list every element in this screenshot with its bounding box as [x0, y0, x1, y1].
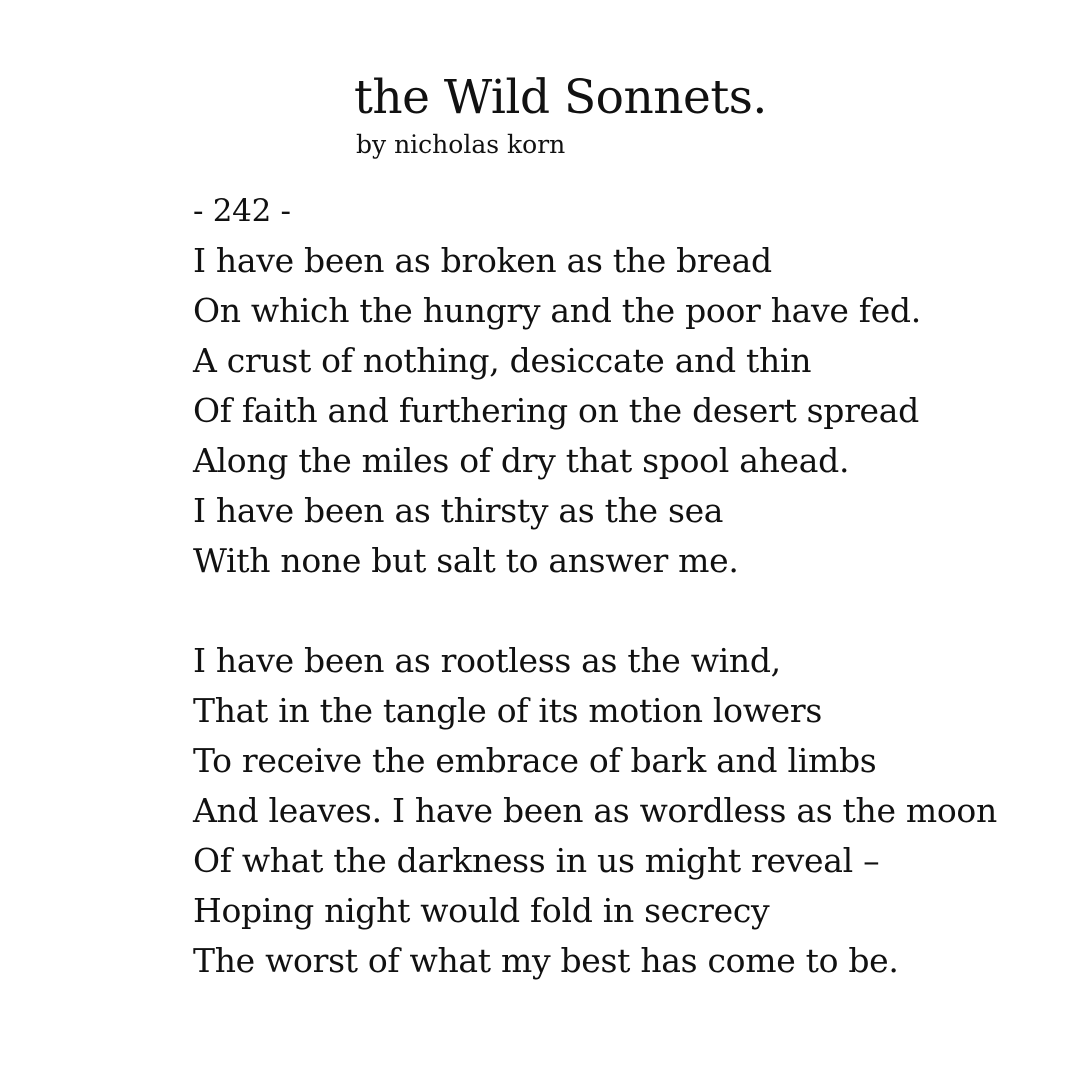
- stanza-2: [193, 636, 1073, 986]
- page-title: the Wild Sonnets.: [354, 70, 767, 125]
- poem-line: Hoping night would fold in secrecy: [193, 891, 770, 930]
- poem-line: That in the tangle of its motion lowers: [193, 691, 823, 730]
- poem-line: Along the miles of dry that spool ahead.: [193, 441, 850, 480]
- poem-line: On which the hungry and the poor have fed.: [193, 291, 921, 330]
- poem-line: Of what the darkness in us might reveal –: [193, 841, 880, 880]
- poem-line: With none but salt to answer me.: [193, 541, 739, 580]
- stanza-1: [193, 236, 1073, 586]
- poem-line: A crust of nothing, desiccate and thin: [193, 341, 812, 380]
- poem-line: I have been as thirsty as the sea: [193, 491, 724, 530]
- author-byline: by nicholas korn: [356, 130, 566, 159]
- poem-line: Of faith and furthering on the desert spread: [193, 391, 919, 430]
- poem-line: I have been as rootless as the wind,: [193, 641, 781, 680]
- poem-line: I have been as broken as the bread: [193, 241, 772, 280]
- stanza-divider: [193, 586, 1073, 636]
- poem-line: And leaves. I have been as wordless as the moon: [193, 791, 997, 830]
- poem-number: - 242 -: [193, 193, 291, 229]
- poem-body: [193, 186, 1073, 986]
- poem-line: To receive the embrace of bark and limbs: [193, 741, 877, 780]
- poem-line: The worst of what my best has come to be.: [193, 941, 899, 980]
